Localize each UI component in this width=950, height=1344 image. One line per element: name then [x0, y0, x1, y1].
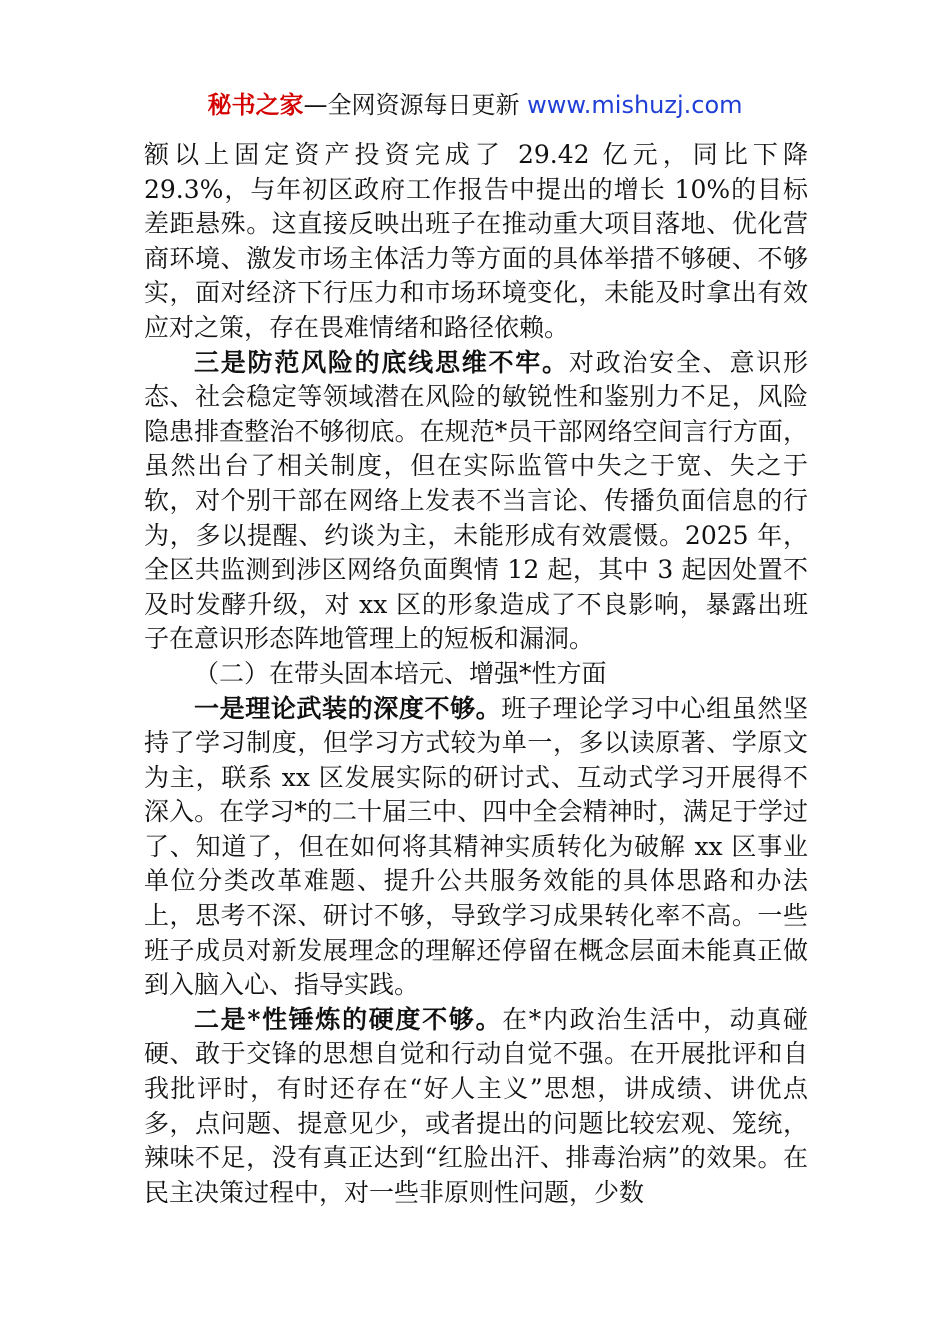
paragraph-text: 在*内政治生活中，动真碰硬、敢于交锋的思想自觉和行动自觉不强。在开展批评和自我批评时，有时还存在“好人主义”思想，讲成绩、讲优点多，点问题、提意见少，或者提出的问题比较宏观、笼统，辣味不足，没有真正达到“红脸出汗、排毒治病”的效果。在民主决策过程中，对一些非原则性问题，少数	[144, 1004, 808, 1207]
site-brand: 秘书之家	[207, 91, 304, 119]
paragraph-text: 对政治安全、意识形态、社会稳定等领域潜在风险的敏锐性和鉴别力不足，风险隐患排查整治不够彻底。在规范*员干部网络空间言行方面，虽然出台了相关制度，但在实际监管中失之于宽、失之于软，对个别干部在网络上发表不当言论、传播负面信息的行为，多以提醒、约谈为主，未能形成有效震慑。2025 年，全区共监测到涉区网络负面舆情 12 起，其中 3 起因处置不及时发酵升级，对 xx 区的形象造成了不良影响，暴露出班子在意识形态阵地管理上的短板和漏洞。	[144, 347, 808, 654]
paragraph-party-discipline	[144, 1003, 808, 1211]
site-tagline: —全网资源每日更新	[303, 91, 528, 119]
paragraph-risk-prevention	[144, 346, 808, 657]
page-header	[0, 88, 950, 122]
section-heading: （二）在带头固本培元、增强*性方面	[194, 658, 607, 688]
document-body	[144, 138, 808, 1210]
paragraph-heading: 一是理论武装的深度不够。	[194, 693, 502, 723]
paragraph-heading: 二是*性锤炼的硬度不够。	[194, 1004, 503, 1034]
site-url-link[interactable]: www.mishuzj.com	[527, 91, 743, 119]
paragraph-theory	[144, 692, 808, 1003]
paragraph-heading: 三是防范风险的底线思维不牢。	[194, 347, 569, 377]
paragraph-text: 班子理论学习中心组虽然坚持了学习制度，但学习方式较为单一，多以读原著、学原文为主，联系 xx 区发展实际的研讨式、互动式学习开展得不深入。在学习*的二十届三中、四中全会精神时，满足于学过了、知道了，但在如何将其精神实质转化为破解 xx 区事业单位分类改革难题、提升公共服务效能的具体思路和办法上，思考不深、研讨不够，导致学习成果转化率不高。一些班子成员对新发展理念的理解还停留在概念层面未能真正做到入脑入心、指导实践。	[144, 693, 808, 1000]
paragraph-continuation: 额以上固定资产投资完成了 29.42 亿元，同比下降 29.3%，与年初区政府工作报告中提出的增长 10%的目标差距悬殊。这直接反映出班子在推动重大项目落地、优化营商环境、激发市场主体活力等方面的具体举措不够硬、不够实，面对经济下行压力和市场环境变化，未能及时拿出有效应对之策，存在畏难情绪和路径依赖。	[144, 140, 808, 342]
